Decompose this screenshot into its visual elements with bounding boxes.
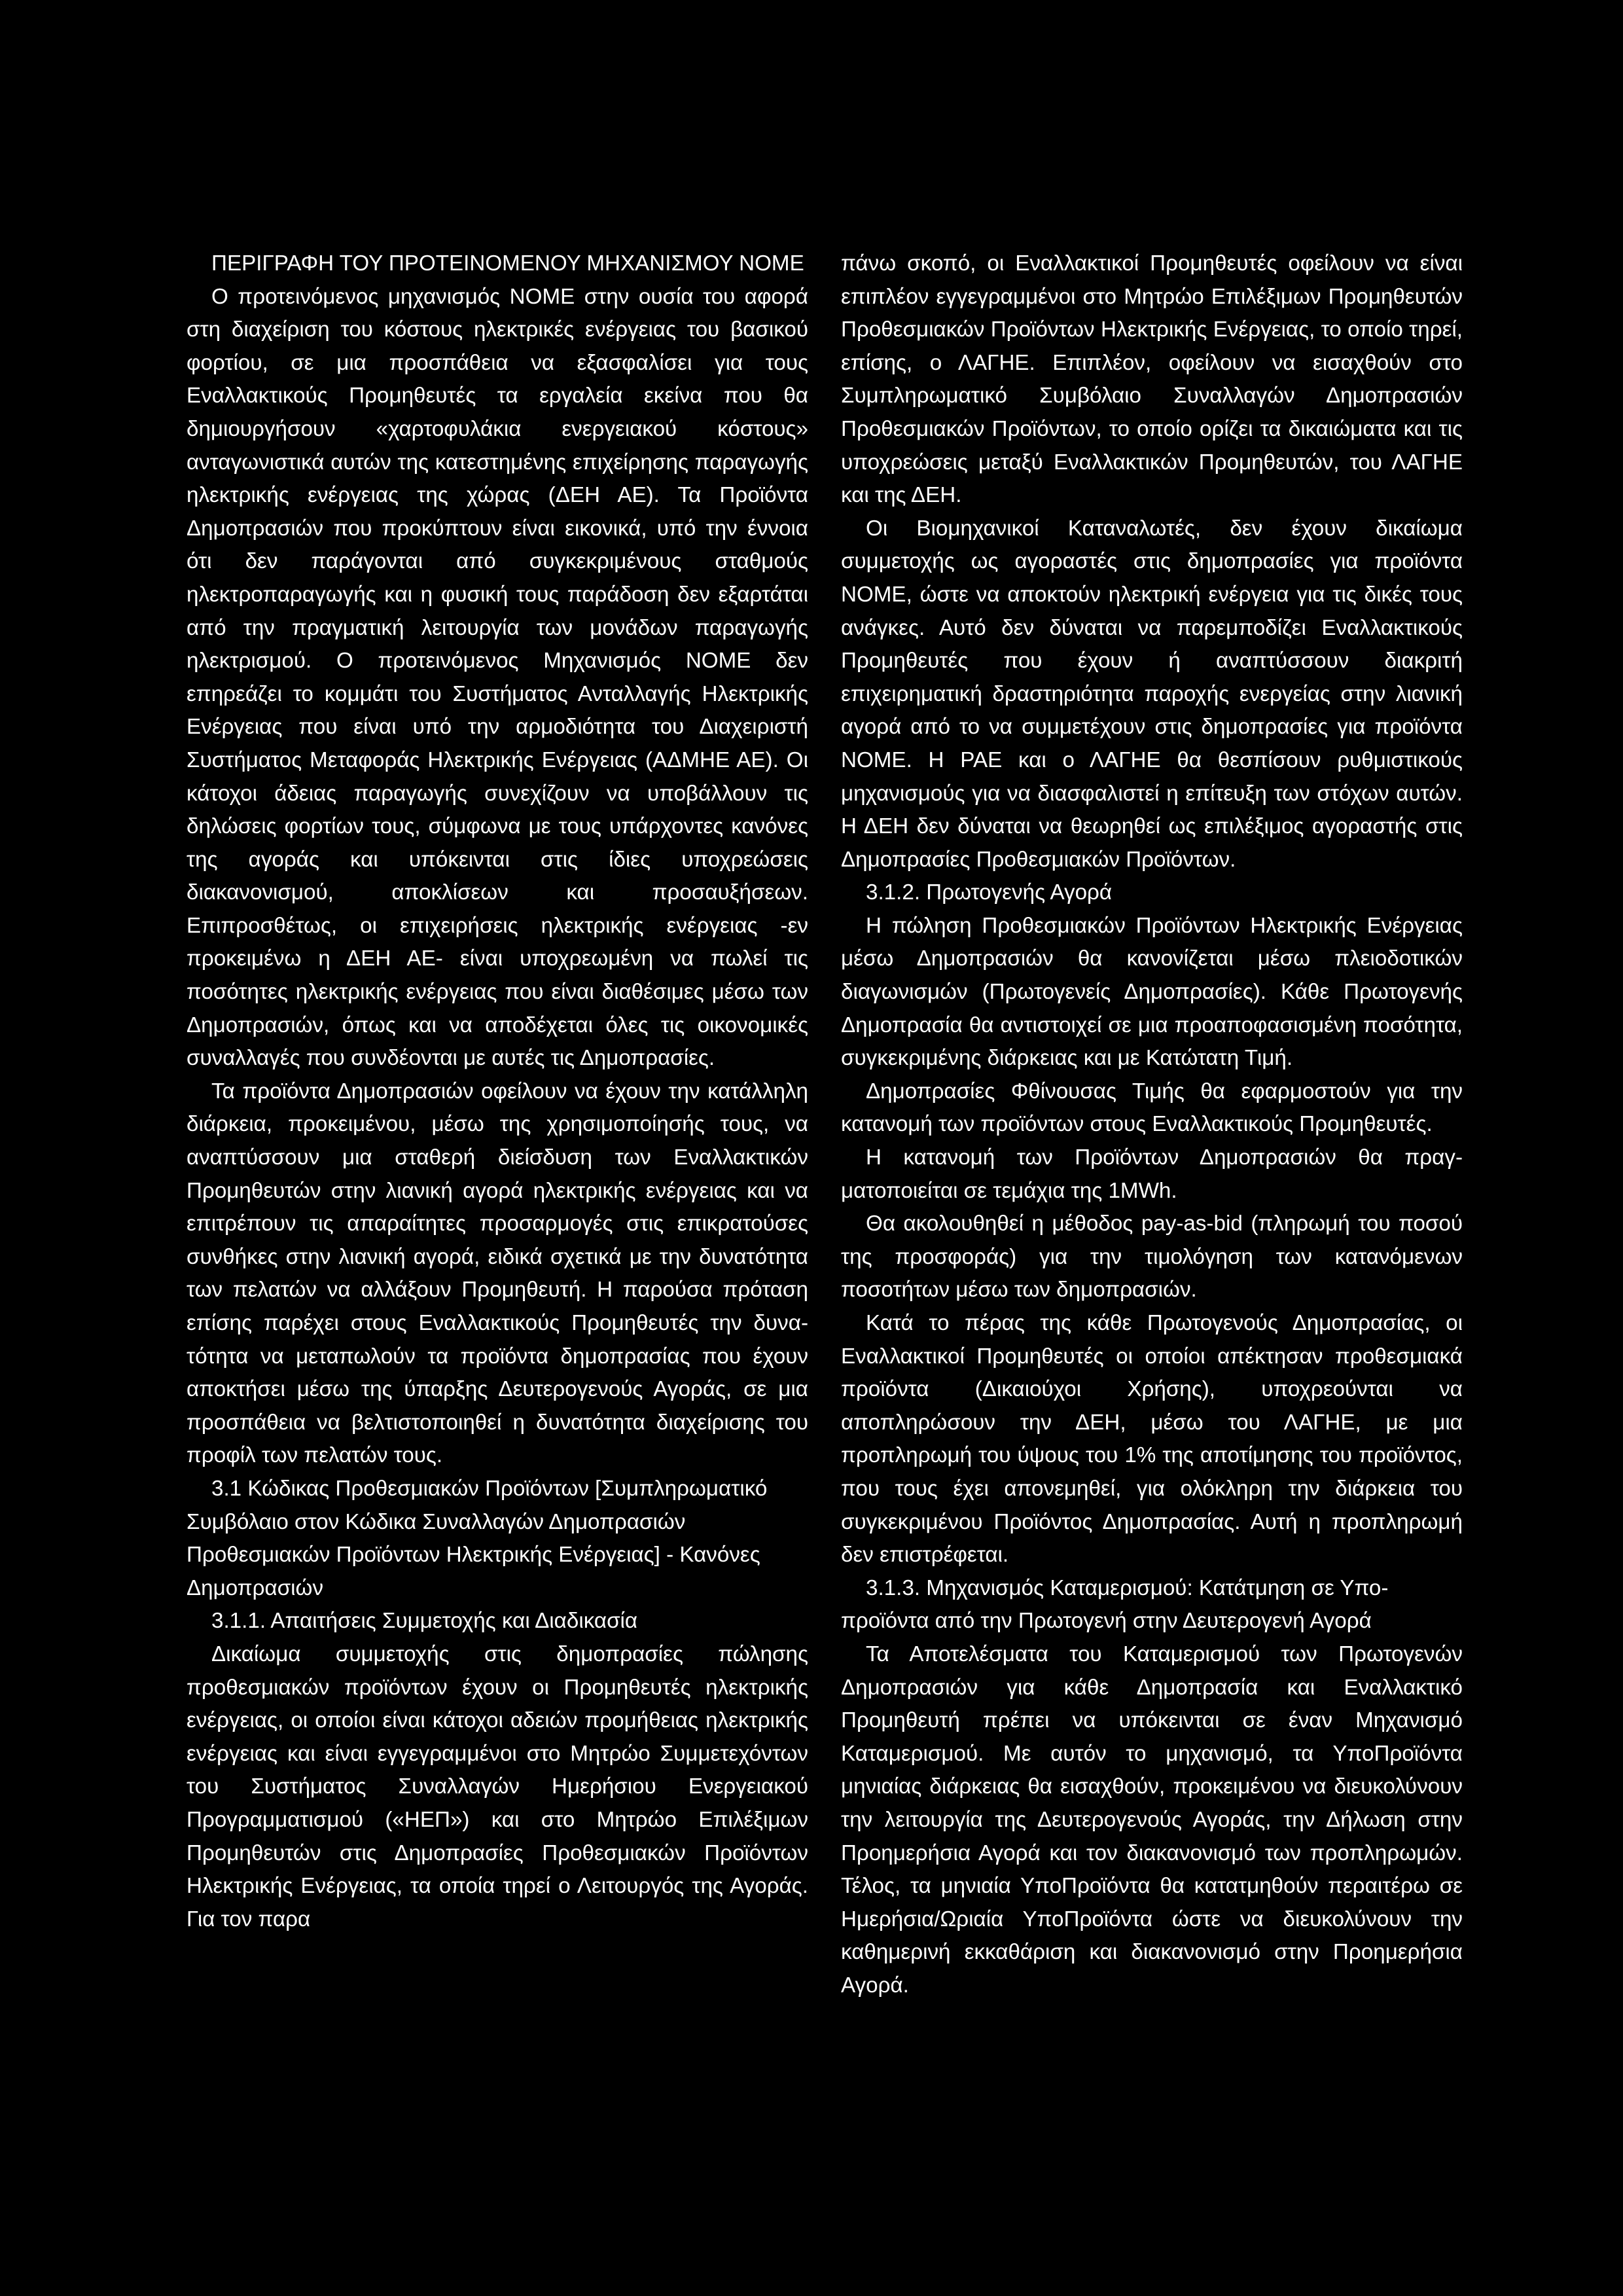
paragraph: Οι Βιομηχανικοί Καταναλωτές, δεν έχουν δικαίωμα συμμετοχής ως αγοραστές στις δημοπρασίες για προϊόντα ΝΟΜΕ, ώστε να αποκτούν ηλεκτρική ενέργεια για τις δικές τους ανάγκες. Αυτό δεν δύναται να παρεμποδίζει Εναλλακτικούς Προμηθευτές που έχουν ή αναπτύσσουν διακριτή επιχειρηματική δραστηριότητα παροχής ενεργείας στην λιανική αγορά από το να συμμετέχουν στις δημοπρασίες για προϊόντα ΝΟΜΕ. Η ΡΑΕ και ο ΛΑΓΗΕ θα θεσπίσουν ρυθμιστικούς μηχανισμούς για να διασφαλιστεί η επίτευξη των στόχων αυτών. Η ΔΕΗ δεν δύναται να θεωρηθεί ως επιλέξιμος αγοραστής στις Δημοπρασίες Προθεσμιακών Προϊόντων. xyxy=(841,516,1463,872)
subsection-heading: 3.1.3. Μηχανισμός Καταμερισμού: Κατάτμηση σε Υποπροϊόντα από την Πρωτογενή στην Δευτερογενή Αγορά xyxy=(841,1575,1389,1634)
paragraph: Τα προϊόντα Δημοπρασιών οφείλουν να έχουν την κατάλληλη διάρκεια, προκειμένου, μέσω της χρησιμοποίησής τους, να αναπτύσσουν μια σταθερή διείσδυση των Εναλλακτικών Προμηθευτών στην λιανική αγορά ηλεκτρικής ενέργειας και να επιτρέπουν τις απαραίτητες προσαρμογές στις επικρατούσες συνθήκες στην λιανική αγορά, ειδικά σχετικά με την δυνατότητα των πελατών να αλλάξουν Προμηθευτή. Η παρούσα πρόταση επίσης παρέχει στους Εναλλακτικούς Προμηθευτές την δυνατότητα να μεταπωλούν τα προϊόντα δημοπρασίας που έχουν αποκτήσει μέσω της ύπαρξης Δευτερογενούς Αγοράς, σε μια προσπάθεια να βελτιστοποιηθεί η δυνατότητα διαχείρισης του προφίλ των πελατών τους. xyxy=(187,1079,808,1468)
paragraph-continued: πάνω σκοπό, οι Εναλλακτικοί Προμηθευτές οφείλουν να είναι επιπλέον εγγεγραμμένοι στο Μητρώο Επιλέξιμων Προμηθευτών Προθεσμιακών Προϊόντων Ηλεκτρικής Ενέργειας, το οποίο τηρεί, επίσης, ο ΛΑΓΗΕ. Επιπλέον, οφείλουν να εισαχθούν στο Συμπληρωματικό Συμβόλαιο Συναλλαγών Δημοπρασιών Προθεσμιακών Προϊόντων, το οποίο ορίζει τα δικαιώματα και τις υποχρεώσεις μεταξύ Εναλλακτικών Προμηθευτών, του ΛΑΓΗΕ και της ΔΕΗ. xyxy=(841,251,1463,508)
subsection-heading: 3.1.1. Απαιτήσεις Συμμετοχής και Διαδικασία xyxy=(211,1609,638,1634)
section-title: ΠΕΡΙΓΡΑΦΗ ΤΟΥ ΠΡΟΤΕΙΝΟΜΕΝΟΥ ΜΗΧΑΝΙΣΜΟΥ ΝΟΜΕ xyxy=(211,251,804,276)
paragraph: Η πώληση Προθεσμιακών Προϊόντων Ηλεκτρικής Ενέργειας μέσω Δημοπρασιών θα κανονίζεται μέσω πλειοδοτικών διαγωνισμών (Πρωτογενείς Δημοπρασίες). Κάθε Πρωτογενής Δημοπρασία θα αντιστοιχεί σε μια προαποφασισμένη ποσότητα, συγκεκριμένης διάρκειας και με Κατώτατη Τιμή. xyxy=(841,913,1463,1071)
paragraph: Θα ακολουθηθεί η μέθοδος pay-as-bid (πληρωμή του ποσού της προσφοράς) για την τιμολόγηση των κατανόμενων ποσοτήτων μέσω των δημοπρασιών. xyxy=(841,1211,1463,1302)
subsection-heading: 3.1.2. Πρωτογενής Αγορά xyxy=(866,880,1113,905)
paragraph: Δικαίωμα συμμετοχής στις δημοπρασίες πώλησης προθεσμιακών προϊόντων έχουν οι Προμηθευτές ηλεκτρικής ενέργειας, οι οποίοι είναι κάτοχοι αδειών προμήθειας ηλεκτρικής ενέργειας και είναι εγγεγραμμένοι στο Μητρώο Συμμετεχόντων του Συστήματος Συναλλαγών Ημερήσιου Ενεργειακού Προγραμματισμού («ΗΕΠ») και στο Μητρώο Επιλέξιμων Προμηθευτών στις Δημοπρασίες Προθεσμιακών Προϊόντων Ηλεκτρικής Ενέργειας, τα οποία τηρεί ο Λειτουργός της Αγοράς. Για τον παρα xyxy=(187,1641,808,1931)
paragraph: Τα Αποτελέσματα του Καταμερισμού των Πρωτογενών Δημοπρασιών για κάθε Δημοπρασία και Εναλλακτικό Προμηθευτή πρέπει να υπόκεινται σε έναν Μηχανισμό Καταμερισμού. Με αυτόν το μηχανισμό, τα ΥποΠροϊόντα μηνιαίας διάρκειας θα εισαχθούν, προκειμένου να διευκολύνουν την λειτουργία της Δευτερογενούς Αγοράς, την Δήλωση στην Προημερήσια Αγορά και τον διακανονισμό των προπληρωμών. Τέλος, τα μηνιαία ΥποΠροϊόντα θα κατατμηθούν περαιτέρω σε Ημερήσια/Ωριαία ΥποΠροϊόντα ώστε να διευκολύνουν την καθημερινή εκκαθάριση και διακανονισμό στην Προημερήσια Αγορά. xyxy=(841,1641,1463,1998)
paragraph: Δημοπρασίες Φθίνουσας Τιμής θα εφαρμοστούν για την κατανομή των προϊόντων στους Εναλλακτικούς Προμηθευτές. xyxy=(841,1079,1463,1137)
right-column xyxy=(841,247,1463,2002)
left-column xyxy=(187,247,808,1936)
paragraph: Ο προτεινόμενος μηχανισμός ΝΟΜΕ στην ουσία του αφορά στη διαχείριση του κόστους ηλεκτρικές ενέργειας του βασικού φορτίου, σε μια προσπάθεια να εξασφαλίσει για τους Εναλλακτικούς Προμηθευτές τα εργαλεία εκείνα που θα δημιουργήσουν «χαρτοφυλάκια ενεργειακού κόστους» ανταγωνιστικά αυτών της κατεστημένης επιχείρησης παραγωγής ηλεκτρικής ενέργειας της χώρας (ΔΕΗ ΑΕ). Τα Προϊόντα Δημοπρασιών που προκύπτουν είναι εικονικά, υπό την έννοια ότι δεν παράγονται από συγκεκριμένους σταθμούς ηλεκτροπαραγωγής και η φυσική τους παράδοση δεν εξαρτάται από την πραγματική λειτουργία των μονάδων παραγωγής ηλεκτρισμού. Ο προτεινόμενος Μηχανισμός ΝΟΜΕ δεν επηρεάζει το κομμάτι του Συστήματος Ανταλλαγής Ηλεκτρικής Ενέργειας που είναι υπό την αρμοδιότητα του Διαχειριστή Συστήματος Μεταφοράς Ηλεκτρικής Ενέργειας (ΑΔΜΗΕ ΑΕ). Οι κάτοχοι άδειας παραγωγής συνεχίζουν να υποβάλλουν τις δηλώσεις φορτίων τους, σύμφωνα με τους υπάρχοντες κανόνες της αγοράς και υπόκεινται στις ίδιες υποχρεώσεις διακανονισμού, αποκλίσεων και προσαυξήσεων. Επιπροσθέτως, οι επιχειρήσεις ηλεκτρικής ενέργειας -εν προκειμένω η ΔΕΗ ΑΕ- είναι υποχρεωμένη να πωλεί τις ποσότητες ηλεκτρικής ενέργειας που είναι διαθέσιμες μέσω των Δημοπρασιών, όπως και να αποδέχεται όλες τις οικονομικές συναλλαγές που συνδέονται με αυτές τις Δημοπρασίες. xyxy=(187,284,808,1071)
paragraph: Κατά το πέρας της κάθε Πρωτογενούς Δημοπρασίας, οι Εναλλακτικοί Προμηθευτές οι οποίοι απέκτησαν προθεσμιακά προϊόντα (Δικαιούχοι Χρήσης), υποχρεούνται να αποπληρώσουν την ΔΕΗ, μέσω του ΛΑΓΗΕ, με μια προπληρωμή του ύψους του 1% της αποτίμησης του προϊόντος, που τους έχει απονεμηθεί, για ολόκληρη την διάρκεια του συγκεκριμένου Προϊόντος Δημοπρασίας. Αυτή η προπληρωμή δεν επιστρέφεται. xyxy=(841,1311,1463,1568)
paragraph: Η κατανομή των Προϊόντων Δημοπρασιών θα πραγματοποιείται σε τεμάχια της 1MWh. xyxy=(841,1145,1463,1203)
subsection-heading: 3.1 Κώδικας Προθεσμιακών Προϊόντων [Συμπληρωματικό Συμβόλαιο στον Κώδικα Συναλλαγών Δημοπρασιών Προθεσμιακών Προϊόντων Ηλεκτρικής Ενέργειας] - Κανόνες Δημοπρασιών xyxy=(187,1476,768,1600)
